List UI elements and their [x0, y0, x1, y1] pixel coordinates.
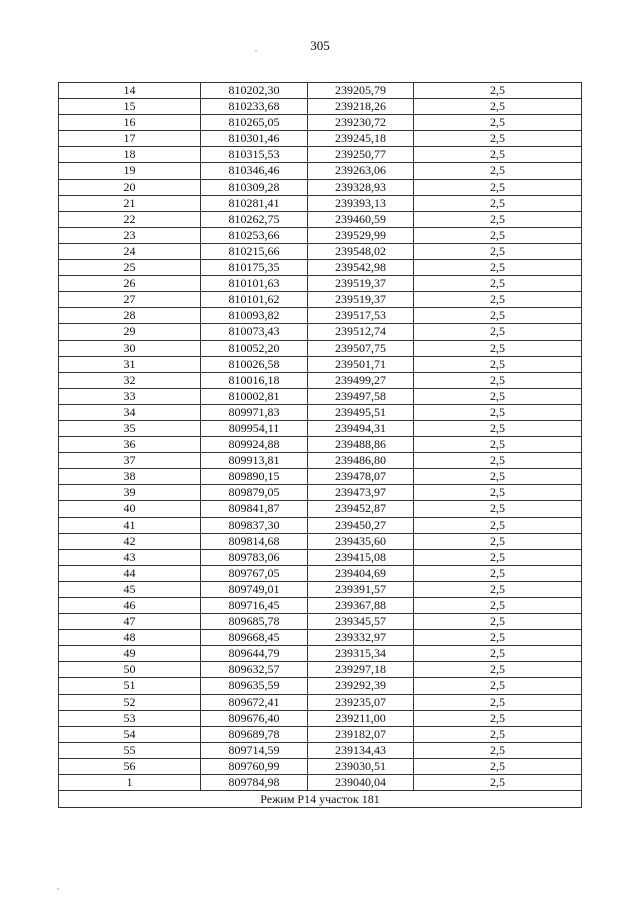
- accuracy-cell: 2,5: [414, 292, 582, 308]
- table-row: [59, 372, 582, 388]
- y-coordinate-cell: 239393,13: [308, 195, 414, 211]
- table-row: [59, 710, 582, 726]
- page-number: 305: [310, 38, 330, 53]
- point-number-cell: 24: [59, 243, 201, 259]
- y-coordinate-cell: 239211,00: [308, 710, 414, 726]
- x-coordinate-cell: 810093,82: [201, 308, 308, 324]
- table-row: [59, 147, 582, 163]
- table-row: [59, 388, 582, 404]
- point-number-cell: 39: [59, 485, 201, 501]
- x-coordinate-cell: 809668,45: [201, 630, 308, 646]
- accuracy-cell: 2,5: [414, 99, 582, 115]
- x-coordinate-cell: 810346,46: [201, 163, 308, 179]
- point-number-cell: 15: [59, 99, 201, 115]
- accuracy-cell: 2,5: [414, 356, 582, 372]
- point-number-cell: 20: [59, 179, 201, 195]
- point-number-cell: 42: [59, 533, 201, 549]
- table-row: [59, 340, 582, 356]
- table-row: [59, 260, 582, 276]
- accuracy-cell: 2,5: [414, 388, 582, 404]
- point-number-cell: 21: [59, 195, 201, 211]
- x-coordinate-cell: 810253,66: [201, 227, 308, 243]
- x-coordinate-cell: 809924,88: [201, 437, 308, 453]
- scan-speck: [255, 50, 257, 52]
- accuracy-cell: 2,5: [414, 260, 582, 276]
- accuracy-cell: 2,5: [414, 243, 582, 259]
- y-coordinate-cell: 239297,18: [308, 662, 414, 678]
- x-coordinate-cell: 809635,59: [201, 678, 308, 694]
- accuracy-cell: 2,5: [414, 308, 582, 324]
- table-row: [59, 420, 582, 436]
- point-number-cell: 51: [59, 678, 201, 694]
- accuracy-cell: 2,5: [414, 179, 582, 195]
- point-number-cell: 27: [59, 292, 201, 308]
- point-number-cell: 33: [59, 388, 201, 404]
- y-coordinate-cell: 239452,87: [308, 501, 414, 517]
- accuracy-cell: 2,5: [414, 501, 582, 517]
- point-number-cell: 46: [59, 598, 201, 614]
- table-row: [59, 646, 582, 662]
- point-number-cell: 23: [59, 227, 201, 243]
- table-row: [59, 742, 582, 758]
- accuracy-cell: 2,5: [414, 581, 582, 597]
- x-coordinate-cell: 809879,05: [201, 485, 308, 501]
- x-coordinate-cell: 809971,83: [201, 404, 308, 420]
- point-number-cell: 38: [59, 469, 201, 485]
- point-number-cell: 19: [59, 163, 201, 179]
- y-coordinate-cell: 239497,58: [308, 388, 414, 404]
- accuracy-cell: 2,5: [414, 678, 582, 694]
- x-coordinate-cell: 810215,66: [201, 243, 308, 259]
- point-number-cell: 25: [59, 260, 201, 276]
- x-coordinate-cell: 810309,28: [201, 179, 308, 195]
- point-number-cell: 18: [59, 147, 201, 163]
- y-coordinate-cell: 239529,99: [308, 227, 414, 243]
- y-coordinate-cell: 239495,51: [308, 404, 414, 420]
- y-coordinate-cell: 239460,59: [308, 211, 414, 227]
- accuracy-cell: 2,5: [414, 437, 582, 453]
- table-row: [59, 115, 582, 131]
- x-coordinate-cell: 810016,18: [201, 372, 308, 388]
- accuracy-cell: 2,5: [414, 614, 582, 630]
- accuracy-cell: 2,5: [414, 227, 582, 243]
- table-row: [59, 678, 582, 694]
- y-coordinate-cell: 239250,77: [308, 147, 414, 163]
- accuracy-cell: 2,5: [414, 420, 582, 436]
- y-coordinate-cell: 239501,71: [308, 356, 414, 372]
- y-coordinate-cell: 239542,98: [308, 260, 414, 276]
- table-row: [59, 292, 582, 308]
- y-coordinate-cell: 239517,53: [308, 308, 414, 324]
- accuracy-cell: 2,5: [414, 533, 582, 549]
- point-number-cell: 55: [59, 742, 201, 758]
- point-number-cell: 36: [59, 437, 201, 453]
- y-coordinate-cell: 239404,69: [308, 565, 414, 581]
- accuracy-cell: 2,5: [414, 758, 582, 774]
- point-number-cell: 35: [59, 420, 201, 436]
- table-row: [59, 775, 582, 791]
- x-coordinate-cell: 809841,87: [201, 501, 308, 517]
- y-coordinate-cell: 239315,34: [308, 646, 414, 662]
- table-row: [59, 694, 582, 710]
- table-row: [59, 614, 582, 630]
- table-row: [59, 485, 582, 501]
- table-row: [59, 630, 582, 646]
- accuracy-cell: 2,5: [414, 211, 582, 227]
- x-coordinate-cell: 810262,75: [201, 211, 308, 227]
- x-coordinate-cell: 809890,15: [201, 469, 308, 485]
- point-number-cell: 41: [59, 517, 201, 533]
- table-row: [59, 598, 582, 614]
- point-number-cell: 26: [59, 276, 201, 292]
- accuracy-cell: 2,5: [414, 598, 582, 614]
- point-number-cell: 48: [59, 630, 201, 646]
- table-row: [59, 533, 582, 549]
- point-number-cell: 37: [59, 453, 201, 469]
- accuracy-cell: 2,5: [414, 517, 582, 533]
- x-coordinate-cell: 809837,30: [201, 517, 308, 533]
- point-number-cell: 34: [59, 404, 201, 420]
- table-row: [59, 404, 582, 420]
- x-coordinate-cell: 810281,41: [201, 195, 308, 211]
- accuracy-cell: 2,5: [414, 646, 582, 662]
- x-coordinate-cell: 809644,79: [201, 646, 308, 662]
- y-coordinate-cell: 239263,06: [308, 163, 414, 179]
- table-row: [59, 83, 582, 99]
- y-coordinate-cell: 239182,07: [308, 726, 414, 742]
- point-number-cell: 30: [59, 340, 201, 356]
- point-number-cell: 53: [59, 710, 201, 726]
- accuracy-cell: 2,5: [414, 163, 582, 179]
- coordinates-table-body: [59, 83, 582, 791]
- x-coordinate-cell: 809814,68: [201, 533, 308, 549]
- y-coordinate-cell: 239519,37: [308, 292, 414, 308]
- scan-speck: [57, 888, 59, 890]
- x-coordinate-cell: 810202,30: [201, 83, 308, 99]
- x-coordinate-cell: 809672,41: [201, 694, 308, 710]
- y-coordinate-cell: 239486,80: [308, 453, 414, 469]
- y-coordinate-cell: 239519,37: [308, 276, 414, 292]
- accuracy-cell: 2,5: [414, 710, 582, 726]
- x-coordinate-cell: 810101,62: [201, 292, 308, 308]
- y-coordinate-cell: 239415,08: [308, 549, 414, 565]
- x-coordinate-cell: 809714,59: [201, 742, 308, 758]
- y-coordinate-cell: 239345,57: [308, 614, 414, 630]
- y-coordinate-cell: 239488,86: [308, 437, 414, 453]
- accuracy-cell: 2,5: [414, 485, 582, 501]
- accuracy-cell: 2,5: [414, 549, 582, 565]
- accuracy-cell: 2,5: [414, 742, 582, 758]
- point-number-cell: 17: [59, 131, 201, 147]
- coordinates-table: [58, 82, 582, 808]
- y-coordinate-cell: 239040,04: [308, 775, 414, 791]
- x-coordinate-cell: 810101,63: [201, 276, 308, 292]
- point-number-cell: 1: [59, 775, 201, 791]
- table-row: [59, 758, 582, 774]
- x-coordinate-cell: 809784,98: [201, 775, 308, 791]
- accuracy-cell: 2,5: [414, 694, 582, 710]
- table-row: [59, 163, 582, 179]
- table-row: [59, 662, 582, 678]
- point-number-cell: 56: [59, 758, 201, 774]
- point-number-cell: 49: [59, 646, 201, 662]
- accuracy-cell: 2,5: [414, 662, 582, 678]
- y-coordinate-cell: 239245,18: [308, 131, 414, 147]
- table-row: [59, 324, 582, 340]
- table-row: [59, 227, 582, 243]
- accuracy-cell: 2,5: [414, 404, 582, 420]
- table-row: [59, 501, 582, 517]
- point-number-cell: 22: [59, 211, 201, 227]
- table-row: [59, 211, 582, 227]
- y-coordinate-cell: 239473,97: [308, 485, 414, 501]
- x-coordinate-cell: 810175,35: [201, 260, 308, 276]
- x-coordinate-cell: 810026,58: [201, 356, 308, 372]
- table-row: [59, 195, 582, 211]
- table-row: [59, 131, 582, 147]
- table-row: [59, 581, 582, 597]
- y-coordinate-cell: 239507,75: [308, 340, 414, 356]
- x-coordinate-cell: 809954,11: [201, 420, 308, 436]
- point-number-cell: 31: [59, 356, 201, 372]
- y-coordinate-cell: 239292,39: [308, 678, 414, 694]
- y-coordinate-cell: 239548,02: [308, 243, 414, 259]
- x-coordinate-cell: 809913,81: [201, 453, 308, 469]
- table-row: [59, 356, 582, 372]
- table-row: [59, 469, 582, 485]
- table-row: [59, 276, 582, 292]
- x-coordinate-cell: 810073,43: [201, 324, 308, 340]
- table-row: [59, 179, 582, 195]
- y-coordinate-cell: 239512,74: [308, 324, 414, 340]
- x-coordinate-cell: 809767,05: [201, 565, 308, 581]
- accuracy-cell: 2,5: [414, 726, 582, 742]
- x-coordinate-cell: 810052,20: [201, 340, 308, 356]
- point-number-cell: 44: [59, 565, 201, 581]
- accuracy-cell: 2,5: [414, 324, 582, 340]
- accuracy-cell: 2,5: [414, 83, 582, 99]
- point-number-cell: 50: [59, 662, 201, 678]
- point-number-cell: 43: [59, 549, 201, 565]
- y-coordinate-cell: 239478,07: [308, 469, 414, 485]
- accuracy-cell: 2,5: [414, 565, 582, 581]
- y-coordinate-cell: 239230,72: [308, 115, 414, 131]
- y-coordinate-cell: 239030,51: [308, 758, 414, 774]
- y-coordinate-cell: 239328,93: [308, 179, 414, 195]
- y-coordinate-cell: 239435,60: [308, 533, 414, 549]
- point-number-cell: 29: [59, 324, 201, 340]
- x-coordinate-cell: 809760,99: [201, 758, 308, 774]
- x-coordinate-cell: 809632,57: [201, 662, 308, 678]
- x-coordinate-cell: 809689,78: [201, 726, 308, 742]
- accuracy-cell: 2,5: [414, 775, 582, 791]
- accuracy-cell: 2,5: [414, 453, 582, 469]
- y-coordinate-cell: 239134,43: [308, 742, 414, 758]
- x-coordinate-cell: 810233,68: [201, 99, 308, 115]
- y-coordinate-cell: 239494,31: [308, 420, 414, 436]
- x-coordinate-cell: 810315,53: [201, 147, 308, 163]
- x-coordinate-cell: 810002,81: [201, 388, 308, 404]
- point-number-cell: 47: [59, 614, 201, 630]
- y-coordinate-cell: 239367,88: [308, 598, 414, 614]
- point-number-cell: 52: [59, 694, 201, 710]
- accuracy-cell: 2,5: [414, 340, 582, 356]
- accuracy-cell: 2,5: [414, 195, 582, 211]
- x-coordinate-cell: 810301,46: [201, 131, 308, 147]
- accuracy-cell: 2,5: [414, 276, 582, 292]
- x-coordinate-cell: 810265,05: [201, 115, 308, 131]
- accuracy-cell: 2,5: [414, 131, 582, 147]
- y-coordinate-cell: 239332,97: [308, 630, 414, 646]
- point-number-cell: 54: [59, 726, 201, 742]
- x-coordinate-cell: 809749,01: [201, 581, 308, 597]
- y-coordinate-cell: 239499,27: [308, 372, 414, 388]
- x-coordinate-cell: 809676,40: [201, 710, 308, 726]
- accuracy-cell: 2,5: [414, 115, 582, 131]
- point-number-cell: 32: [59, 372, 201, 388]
- table-row: [59, 453, 582, 469]
- y-coordinate-cell: 239235,07: [308, 694, 414, 710]
- accuracy-cell: 2,5: [414, 372, 582, 388]
- y-coordinate-cell: 239391,57: [308, 581, 414, 597]
- accuracy-cell: 2,5: [414, 147, 582, 163]
- point-number-cell: 40: [59, 501, 201, 517]
- table-row: [59, 565, 582, 581]
- table-row: [59, 517, 582, 533]
- table-row: [59, 549, 582, 565]
- table-row: [59, 308, 582, 324]
- table-row: [59, 437, 582, 453]
- x-coordinate-cell: 809783,06: [201, 549, 308, 565]
- accuracy-cell: 2,5: [414, 630, 582, 646]
- table-row: [59, 726, 582, 742]
- accuracy-cell: 2,5: [414, 469, 582, 485]
- table-caption: Режим Р14 участок 181: [59, 791, 582, 808]
- y-coordinate-cell: 239218,26: [308, 99, 414, 115]
- point-number-cell: 45: [59, 581, 201, 597]
- point-number-cell: 16: [59, 115, 201, 131]
- point-number-cell: 14: [59, 83, 201, 99]
- table-row: [59, 243, 582, 259]
- x-coordinate-cell: 809716,45: [201, 598, 308, 614]
- point-number-cell: 28: [59, 308, 201, 324]
- table-caption-row: [59, 791, 582, 808]
- y-coordinate-cell: 239205,79: [308, 83, 414, 99]
- x-coordinate-cell: 809685,78: [201, 614, 308, 630]
- y-coordinate-cell: 239450,27: [308, 517, 414, 533]
- table-row: [59, 99, 582, 115]
